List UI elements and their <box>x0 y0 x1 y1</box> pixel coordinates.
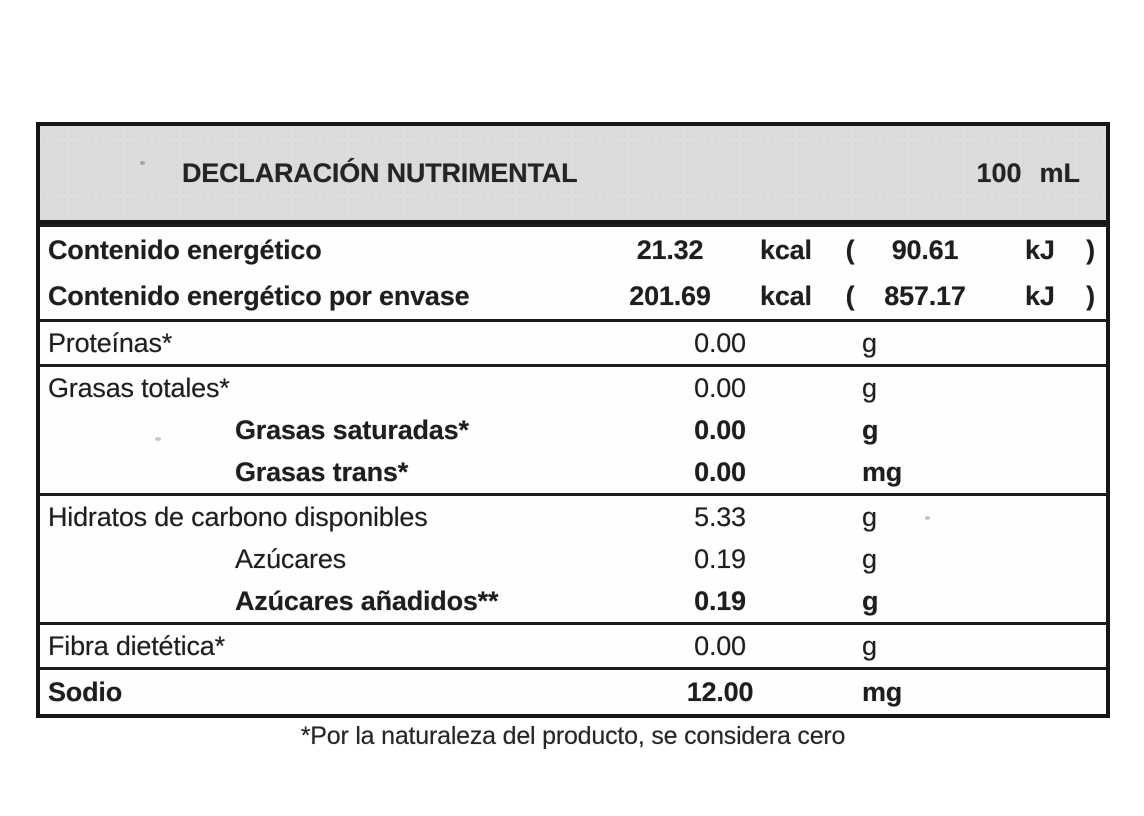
section-proteins <box>40 319 1106 364</box>
nutrient-label: Grasas totales* <box>48 372 230 403</box>
nutrient-value: 0.00 <box>694 372 746 403</box>
nutrient-row-added-sugars <box>40 580 1106 622</box>
table-title: DECLARACIÓN NUTRIMENTAL <box>182 157 578 188</box>
nutrient-label: Sodio <box>48 676 122 707</box>
paren-open: ( <box>845 280 855 311</box>
section-energy <box>40 224 1106 319</box>
nutrient-label: Contenido energético por envase <box>48 280 470 311</box>
paren-open: ( <box>845 234 855 265</box>
nutrient-value-kj: 857.17 <box>884 280 966 311</box>
nutrient-value-kcal: 21.32 <box>636 234 704 265</box>
nutrient-label: Azúcares <box>235 543 346 574</box>
table-header <box>40 126 1106 224</box>
paren-close: ) <box>1086 280 1095 311</box>
nutrient-value: 12.00 <box>686 676 754 707</box>
nutrient-row-sugars <box>40 538 1106 580</box>
nutrient-row-proteins <box>40 322 1106 364</box>
nutrient-row-fiber <box>40 625 1106 667</box>
nutrient-unit-kj: kJ <box>1025 234 1055 265</box>
nutrient-row-saturated-fat <box>40 409 1106 451</box>
nutrient-label: Fibra dietética* <box>48 630 225 661</box>
nutrient-label: Proteínas* <box>48 327 173 358</box>
nutrient-label: Azúcares añadidos** <box>235 585 499 616</box>
nutrient-unit-kcal: kcal <box>760 280 812 311</box>
section-sodium <box>40 667 1106 714</box>
nutrient-label: Grasas trans* <box>235 456 409 487</box>
nutrient-unit: mg <box>862 676 903 707</box>
section-fiber <box>40 622 1106 667</box>
nutrient-row-energy <box>40 227 1106 273</box>
nutrient-value: 0.00 <box>694 414 746 445</box>
scan-speck <box>140 161 145 165</box>
nutrient-value: 0.00 <box>694 630 746 661</box>
nutrient-unit-kj: kJ <box>1025 280 1055 311</box>
nutrient-unit: g <box>862 501 877 532</box>
scan-speck <box>925 516 930 520</box>
nutrient-unit: g <box>862 630 877 661</box>
nutrient-row-carbohydrates <box>40 496 1106 538</box>
nutrient-label: Hidratos de carbono disponibles <box>48 501 428 532</box>
paren-close: ) <box>1086 234 1095 265</box>
nutrient-unit: g <box>862 414 879 445</box>
nutrient-value-kcal: 201.69 <box>629 280 711 311</box>
nutrient-unit-kcal: kcal <box>760 234 812 265</box>
serving-size <box>976 158 1106 189</box>
nutrient-row-trans-fat <box>40 451 1106 493</box>
nutrient-row-sodium <box>40 670 1106 714</box>
nutrient-label: Contenido energético <box>48 234 322 265</box>
nutrient-value: 0.00 <box>694 456 746 487</box>
nutrient-row-total-fat <box>40 367 1106 409</box>
nutrient-unit: g <box>862 372 877 403</box>
serving-unit: mL <box>1039 157 1080 188</box>
nutrient-unit: g <box>862 327 877 358</box>
nutrient-value: 5.33 <box>694 501 746 532</box>
section-carbohydrates <box>40 493 1106 622</box>
nutrient-value: 0.19 <box>694 585 746 616</box>
nutrition-table <box>36 122 1110 718</box>
nutrient-label: Grasas saturadas* <box>235 414 469 445</box>
serving-value: 100 <box>976 157 1022 188</box>
scan-speck <box>155 437 161 441</box>
nutrient-value: 0.00 <box>694 327 746 358</box>
nutrient-unit: g <box>862 585 879 616</box>
nutrient-unit: g <box>862 543 877 574</box>
nutrient-value-kj: 90.61 <box>891 234 959 265</box>
nutrient-unit: mg <box>862 456 903 487</box>
footnote: *Por la naturaleza del producto, se considera cero <box>300 722 846 749</box>
nutrient-row-energy-per-package <box>40 273 1106 319</box>
section-fats <box>40 364 1106 493</box>
nutrient-value: 0.19 <box>694 543 746 574</box>
